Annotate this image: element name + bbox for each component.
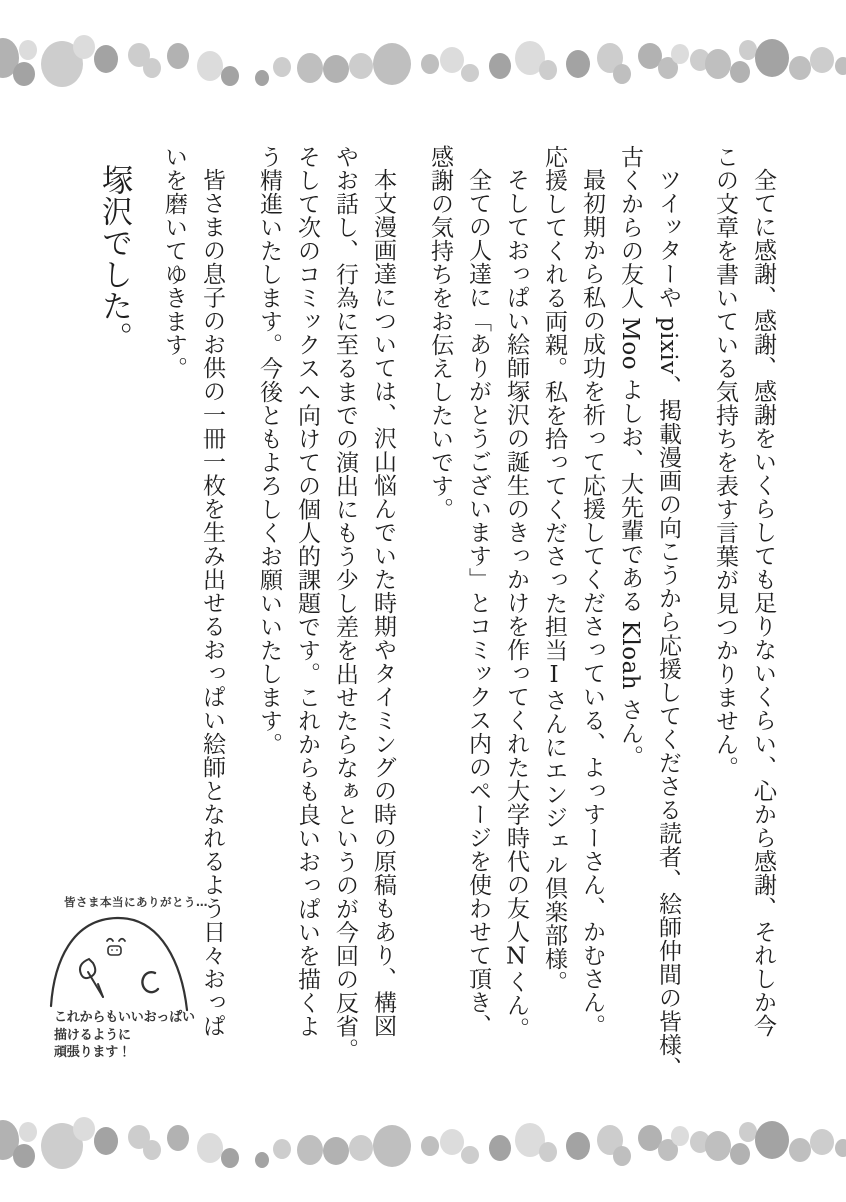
paragraph bbox=[497, 145, 535, 1085]
text-line: 皆さまの息子のお供の一冊一枚を生み出せるおっぱい絵師となれるよう日々おっぱ bbox=[199, 168, 225, 1038]
paragraph bbox=[421, 145, 497, 1085]
signature: 塚沢でした。 bbox=[96, 164, 132, 354]
doodle-caption-line: これからもいいおっぱい bbox=[54, 1010, 195, 1025]
text-line: 応援してくれる両親。私を拾ってくださった担当Iさんにエンジェル倶楽部様。 bbox=[541, 145, 567, 994]
text-line: 古くからの友人 Moo よしお、大先輩である Kloah さん。 bbox=[617, 145, 643, 769]
text-line: いを磨いてゆきます。 bbox=[161, 145, 187, 380]
text-line: 最初期から私の成功を祈って応援してくださっている、よっすーさん、かむさん。 bbox=[579, 168, 605, 1038]
text-line: ツイッターや pixiv、掲載漫画の向こうから応援してくださる読者、絵師仲間の皆様、 bbox=[655, 168, 681, 1080]
afterword-section-thanks bbox=[421, 145, 687, 1085]
text-line: やお話し、行為に至るまでの演出にもう少し差を出せたらなぁというのが今回の反省。 bbox=[332, 145, 358, 1062]
paragraph bbox=[535, 145, 611, 1085]
bottom-dots-border bbox=[0, 1082, 846, 1202]
doodle-caption-line: 描けるように bbox=[54, 1027, 131, 1043]
afterword-section-reflection bbox=[250, 145, 402, 1085]
text-line: う精進いたします。今後ともよろしくお願いいたします。 bbox=[256, 145, 282, 756]
text-line: この文章を書いている気持ちを表す言葉が見つかりません。 bbox=[712, 145, 738, 780]
afterword-section-opening bbox=[706, 145, 782, 1085]
text-line: そして次のコミックスへ向けての個人的課題です。これからも良いおっぱいを描くよ bbox=[294, 145, 320, 1038]
doodle-caption-line: 頑張ります！ bbox=[54, 1045, 131, 1060]
paragraph bbox=[706, 145, 782, 1085]
text-line: 全てに感謝、感謝、感謝をいくらしても足りないくらい、心から感謝、それしか今 bbox=[750, 168, 776, 1038]
top-dots-border bbox=[0, 0, 846, 120]
text-line: 感謝の気持ちをお伝えしたいです。 bbox=[427, 145, 453, 521]
text-line: 全ての人達に「ありがとうございます」とコミックス内のページを使わせて頂き、 bbox=[465, 168, 491, 1038]
paragraph bbox=[611, 145, 687, 1085]
doodle-caption-top: 皆さま本当にありがとう… bbox=[64, 895, 208, 909]
doodle-caption-bottom bbox=[54, 1009, 195, 1062]
mascot-doodle bbox=[28, 886, 218, 1086]
paragraph bbox=[250, 145, 402, 1085]
text-line: そしておっぱい絵師塚沢の誕生のきっかけを作ってくれた大学時代の友人Nくん。 bbox=[503, 168, 529, 1041]
text-line: 本文漫画達については、沢山悩んでいた時期やタイミングの時の原稿もあり、構図 bbox=[370, 168, 396, 1038]
